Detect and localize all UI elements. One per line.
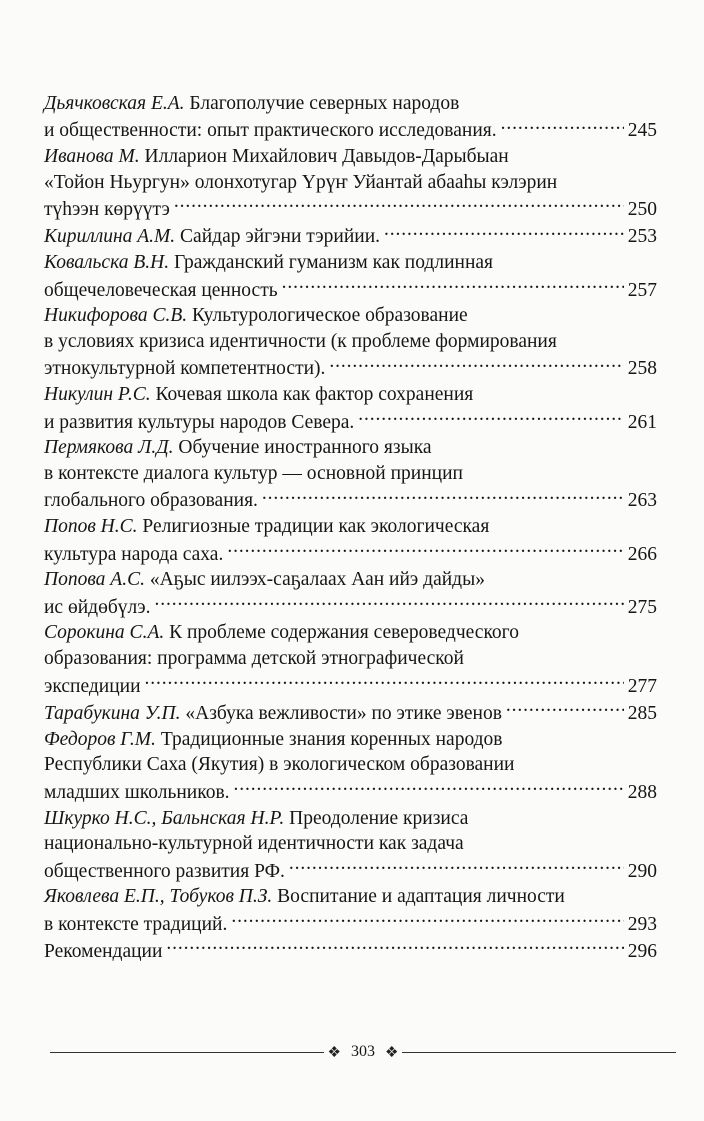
toc-line-text <box>44 646 464 672</box>
toc-page-number: 258 <box>627 358 657 380</box>
dot-leader <box>384 223 624 243</box>
toc-author: Шкурко Н.С., Бальнская Н.Р. <box>44 807 285 829</box>
toc-entry <box>44 620 657 699</box>
toc-entry <box>44 91 657 144</box>
toc-line <box>44 487 657 514</box>
toc-line <box>44 196 657 223</box>
toc-line-text <box>44 831 464 857</box>
toc-line-text <box>44 144 509 170</box>
toc-line-text <box>44 410 354 436</box>
toc-line <box>44 91 657 117</box>
toc-author: Ковальска В.Н. <box>44 252 170 274</box>
toc-author: Никифорова С.В. <box>44 305 188 327</box>
toc-title: Кочевая школа как фактор сохранения <box>155 384 474 406</box>
toc-line-text <box>44 752 514 778</box>
toc-line <box>44 303 657 329</box>
toc-entry <box>44 567 657 620</box>
footer-rule-left <box>50 1052 324 1053</box>
toc-title: общественного развития РФ. <box>44 860 285 882</box>
toc-title: в условиях кризиса идентичности (к проблеме формирования <box>44 331 557 353</box>
toc-line-text <box>44 224 380 250</box>
toc-entry <box>44 144 657 223</box>
toc-page-number: 253 <box>627 226 657 248</box>
toc-page-number: 275 <box>627 596 657 618</box>
toc-page-number: 250 <box>627 199 657 221</box>
page-footer <box>50 1040 676 1064</box>
toc-line-text <box>44 118 497 144</box>
toc-line <box>44 514 657 540</box>
toc-line-text <box>44 884 565 910</box>
toc-line-text <box>44 542 223 568</box>
toc-author: Яковлева Е.П., Тобуков П.З. <box>44 886 273 908</box>
toc-title: Культурологическое образование <box>192 305 468 327</box>
dot-leader <box>154 593 623 613</box>
toc-title: и развития культуры народов Севера. <box>44 411 355 433</box>
toc-line-text <box>44 461 463 487</box>
toc-title: Рекомендации <box>44 941 163 962</box>
toc-line <box>44 699 657 726</box>
toc-entry <box>44 514 657 567</box>
toc-entry <box>44 884 657 937</box>
toc-line-text <box>44 514 489 540</box>
toc-line-text <box>44 356 325 382</box>
toc-line-text <box>44 278 278 304</box>
dot-leader <box>329 355 623 375</box>
ornament-icon: ❖ <box>385 1044 399 1061</box>
toc-line <box>44 540 657 567</box>
toc-line <box>44 938 657 965</box>
toc-page-number: 288 <box>627 781 657 803</box>
toc-title: «Тойон Ньургун» олонхотугар Үрүҥ Уйантай абааһы кэлэрин <box>44 171 558 193</box>
toc-line <box>44 170 657 196</box>
toc-author: Попова А.С. <box>44 569 145 591</box>
toc-author: Тарабукина У.П. <box>44 702 181 724</box>
toc-entry <box>44 727 657 806</box>
toc-line <box>44 778 657 805</box>
toc-line <box>44 620 657 646</box>
toc-title: Преодоление кризиса <box>289 807 469 829</box>
toc-title: ис өйдөбүлэ. <box>44 596 151 618</box>
toc-title: образования: программа детской этнографической <box>44 648 464 670</box>
toc-line-text <box>44 674 141 700</box>
toc-line <box>44 461 657 487</box>
toc-title: в контексте традиций. <box>44 913 228 935</box>
toc-line <box>44 806 657 832</box>
toc-title: в контексте диалога культур — основной принцип <box>44 463 463 485</box>
toc-author: Федоров Г.М. <box>44 728 156 750</box>
toc-entry <box>44 382 657 435</box>
toc-page-number: 261 <box>627 411 657 433</box>
toc-line-text <box>44 701 502 727</box>
toc-line-text <box>44 567 485 593</box>
ornament-icon: ❖ <box>327 1044 341 1061</box>
toc-line <box>44 857 657 884</box>
dot-leader <box>506 699 624 719</box>
toc-line-text <box>44 197 170 223</box>
toc-line <box>44 593 657 620</box>
dot-leader <box>234 778 624 798</box>
toc-page-number: 293 <box>627 913 657 935</box>
toc-title: Религиозные традиции как экологическая <box>142 516 490 538</box>
toc-line-text <box>44 595 150 621</box>
toc-line-text <box>44 250 493 276</box>
toc-title: түһээн көрүүтэ <box>44 199 170 221</box>
toc-page-number: 245 <box>627 120 657 142</box>
toc-title: Сайдар эйгэни тэрийии. <box>180 226 381 248</box>
toc-title: этнокультурной компетентности). <box>44 358 326 380</box>
toc-line-text <box>44 620 519 646</box>
toc-line <box>44 727 657 753</box>
toc-title: и общественности: опыт практического исследования. <box>44 120 497 142</box>
toc-line <box>44 144 657 170</box>
toc-page-number: 285 <box>627 702 657 724</box>
toc-entry <box>44 806 657 885</box>
toc-line <box>44 117 657 144</box>
toc-author: Никулин Р.С. <box>44 384 151 406</box>
toc-line <box>44 250 657 276</box>
toc-page-number: 266 <box>627 543 657 565</box>
dot-leader <box>231 910 623 930</box>
dot-leader <box>174 196 624 216</box>
toc-title: общечеловеческая ценность <box>44 279 278 301</box>
toc-title: младших школьников. <box>44 781 230 803</box>
toc-line-text <box>44 488 258 514</box>
toc-entry <box>44 938 657 965</box>
toc-line-text <box>44 912 227 938</box>
toc-author: Сорокина С.А. <box>44 622 165 644</box>
toc-title: «Аҕыс иилээх-саҕалаах Аан ийэ дайды» <box>149 569 485 591</box>
toc-author: Пермякова Л.Д. <box>44 437 174 459</box>
toc-line <box>44 567 657 593</box>
toc-line <box>44 223 657 250</box>
toc-title: Республики Саха (Якутия) в экологическом образовании <box>44 754 515 776</box>
toc-entry <box>44 435 657 514</box>
toc-line-text <box>44 91 459 117</box>
toc-line <box>44 646 657 672</box>
dot-leader <box>227 540 623 560</box>
toc-author: Иванова М. <box>44 146 140 168</box>
toc-title: глобального образования. <box>44 490 258 512</box>
toc-page-number: 296 <box>627 941 657 962</box>
toc-line <box>44 329 657 355</box>
toc-line <box>44 276 657 303</box>
toc-title: Обучение иностранного языка <box>178 437 432 459</box>
toc-title: Илларион Михайлович Давыдов-Дарыбыан <box>144 146 509 168</box>
toc-title: Традиционные знания коренных народов <box>160 728 503 750</box>
toc-line-text <box>44 435 432 461</box>
dot-leader <box>289 857 624 877</box>
toc-line <box>44 382 657 408</box>
toc-line-text <box>44 329 557 355</box>
toc-line-text <box>44 303 468 329</box>
toc-title: экспедиции <box>44 675 141 697</box>
toc-title: «Азбука вежливости» по этике эвенов <box>185 702 502 724</box>
toc-line <box>44 910 657 937</box>
toc-line <box>44 435 657 461</box>
toc-line-text <box>44 170 557 196</box>
toc-line-text <box>44 806 468 832</box>
toc-title: Гражданский гуманизм как подлинная <box>173 252 494 274</box>
toc-page-number: 263 <box>627 490 657 512</box>
toc-entry <box>44 699 657 726</box>
toc-title: К проблеме содержания североведческого <box>169 622 519 644</box>
footer-rule-right <box>402 1052 676 1053</box>
toc-line <box>44 752 657 778</box>
dot-leader <box>166 938 623 958</box>
dot-leader <box>501 117 624 137</box>
dot-leader <box>282 276 624 296</box>
toc-title: национально-культурной идентичности как задача <box>44 833 464 855</box>
toc-title: Воспитание и адаптация личности <box>277 886 565 908</box>
toc-line-text <box>44 859 285 885</box>
toc-line-text <box>44 780 230 806</box>
toc-line <box>44 672 657 699</box>
table-of-contents <box>44 91 657 965</box>
toc-title: культура народа саха. <box>44 543 224 565</box>
toc-page-number: 290 <box>627 860 657 882</box>
toc-page-number: 277 <box>627 675 657 697</box>
toc-line-text <box>44 939 162 965</box>
toc-line <box>44 408 657 435</box>
toc-line-text <box>44 727 503 753</box>
toc-author: Попов Н.С. <box>44 516 138 538</box>
toc-line <box>44 831 657 857</box>
toc-line <box>44 884 657 910</box>
dot-leader <box>358 408 623 428</box>
toc-entry <box>44 303 657 382</box>
toc-line-text <box>44 382 473 408</box>
page-number: 303 <box>351 1043 375 1060</box>
toc-entry <box>44 223 657 250</box>
toc-author: Кириллина А.М. <box>44 226 176 248</box>
toc-author: Дьячковская Е.А. <box>44 93 185 114</box>
dot-leader <box>262 487 624 507</box>
dot-leader <box>145 672 624 692</box>
toc-line <box>44 355 657 382</box>
toc-entry <box>44 250 657 303</box>
toc-page-number: 257 <box>627 279 657 301</box>
toc-title: Благополучие северных народов <box>189 93 460 114</box>
